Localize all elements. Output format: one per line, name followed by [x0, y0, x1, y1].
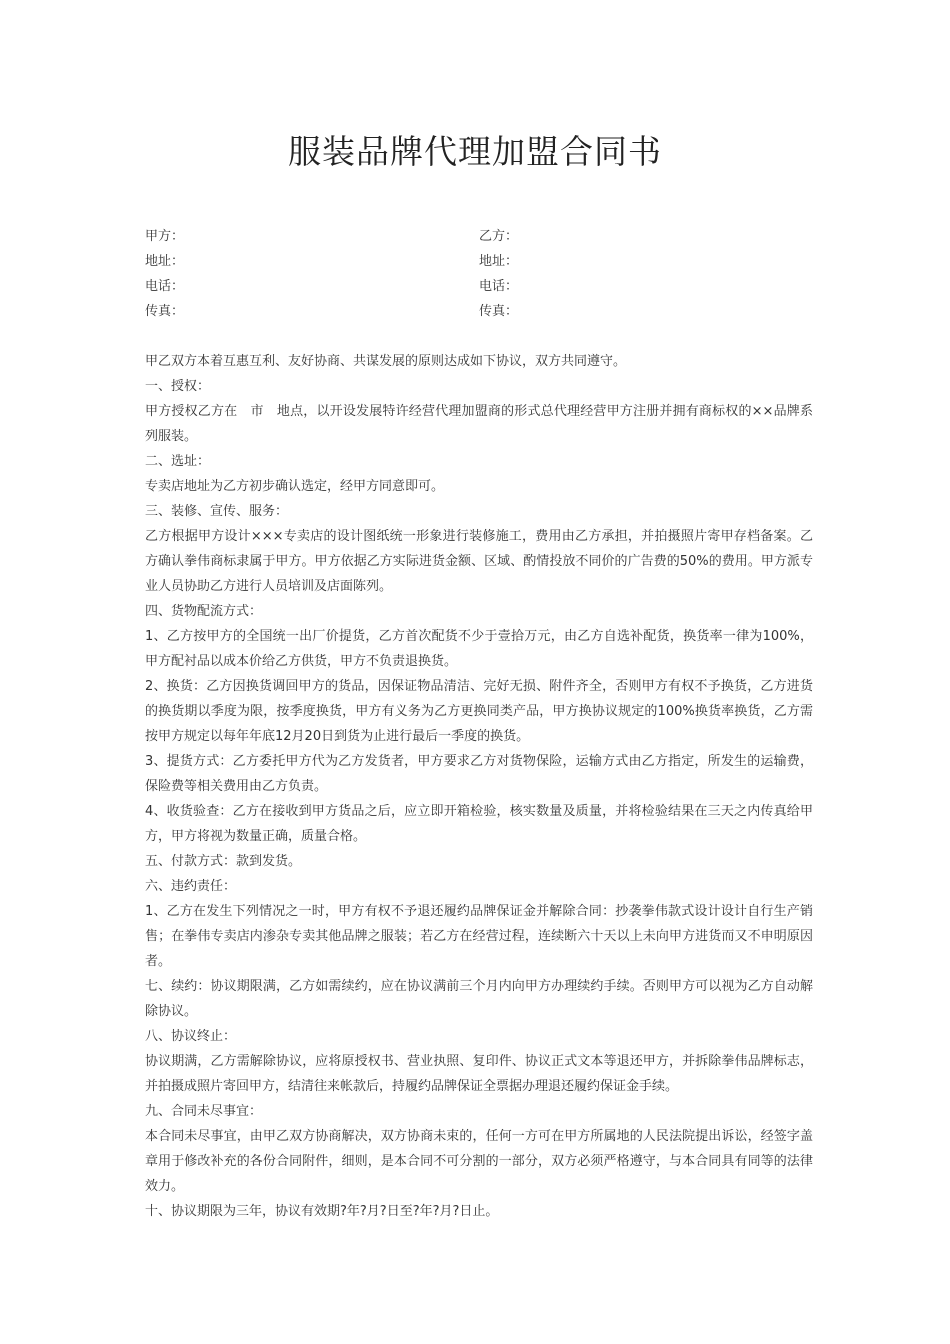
party-row-address	[145, 249, 815, 274]
paragraph-decoration: 乙方根据甲方设计×××专卖店的设计图纸统一形象进行装修施工，费用由乙方承担，并拍摄照片寄甲存档备案。乙方确认拳伟商标隶属于甲方。甲方依据乙方实际进货金额、区域、酌情投放不同价的广告费的50%的费用。甲方派专业人员协助乙方进行人员培训及店面陈列。	[145, 529, 813, 594]
heading-site-selection: 二、选址：	[145, 454, 211, 469]
party-a-name-label: 甲方：	[145, 229, 185, 244]
paragraph-intro: 甲乙双方本着互惠互利、友好协商、共谋发展的原则达成如下协议，双方共同遵守。	[145, 354, 627, 369]
paragraph-authorization: 甲方授权乙方在 市 地点，以开设发展特许经营代理加盟商的形式总代理经营甲方注册并拥有商标权的××品牌系列服装。	[145, 404, 813, 444]
paragraph-termination: 协议期满，乙方需解除协议，应将原授权书、营业执照、复印件、协议正式文本等退还甲方，并拆除拳伟品牌标志，并拍摄成照片寄回甲方，结清往来帐款后，持履约品牌保证全票据办理退还履约保证金手续。	[145, 1054, 813, 1094]
document-title: 服装品牌代理加盟合同书	[288, 132, 662, 171]
party-row-name	[145, 224, 815, 249]
heading-liability: 六、违约责任：	[145, 879, 237, 894]
party-row-fax	[145, 299, 815, 324]
party-row-phone	[145, 274, 815, 299]
paragraph-other-matters: 本合同未尽事宜，由甲乙双方协商解决，双方协商未束的，任何一方可在甲方所属地的人民法院提出诉讼，经签字盖章用于修改补充的各份合同附件，细则，是本合同不可分割的一部分，双方必须严格遵守，与本合同具有同等的法律效力。	[145, 1129, 813, 1194]
heading-other-matters: 九、合同未尽事宜：	[145, 1104, 263, 1119]
paragraph-distribution-1: 1、乙方按甲方的全国统一出厂价提货，乙方首次配货不少于壹拾万元，由乙方自选补配货，换货率一律为100%，甲方配衬品以成本价给乙方供货，甲方不负责退换货。	[145, 629, 813, 669]
party-b-fax-label: 传真：	[479, 304, 519, 319]
paragraph-term: 十、协议期限为三年，协议有效期?年?月?日至?年?月?日止。	[145, 1204, 499, 1219]
party-b-phone-label: 电话：	[479, 279, 519, 294]
paragraph-distribution-4: 4、收货验查：乙方在接收到甲方货品之后，应立即开箱检验，核实数量及质量，并将检验结果在三天之内传真给甲方，甲方将视为数量正确，质量合格。	[145, 804, 813, 844]
heading-distribution: 四、货物配流方式：	[145, 604, 263, 619]
contract-body	[145, 349, 813, 1224]
paragraph-site-selection: 专卖店地址为乙方初步确认选定，经甲方同意即可。	[145, 479, 445, 494]
paragraph-renewal: 七、续约：协议期限满，乙方如需续约，应在协议满前三个月内向甲方办理续约手续。否则甲方可以视为乙方自动解除协议。	[145, 979, 813, 1019]
heading-termination: 八、协议终止：	[145, 1029, 237, 1044]
parties-block	[145, 224, 815, 324]
paragraph-liability-1: 1、乙方在发生下列情况之一时，甲方有权不予退还履约品牌保证金并解除合同：抄袭拳伟款式设计设计自行生产销售；在拳伟专卖店内渗杂专卖其他品牌之服装；若乙方在经营过程，连续断六十天以上未向甲方进货而又不申明原因者。	[145, 904, 813, 969]
heading-payment: 五、付款方式：款到发货。	[145, 854, 302, 869]
paragraph-distribution-3: 3、提货方式：乙方委托甲方代为乙方发货者，甲方要求乙方对货物保险，运输方式由乙方指定，所发生的运输费，保险费等相关费用由乙方负责。	[145, 754, 813, 794]
party-a-address-label: 地址：	[145, 254, 185, 269]
party-a-phone-label: 电话：	[145, 279, 185, 294]
heading-authorization: 一、授权：	[145, 379, 211, 394]
paragraph-distribution-2: 2、换货：乙方因换货调回甲方的货品，因保证物品清洁、完好无损、附件齐全，否则甲方有权不予换货，乙方进货的换货期以季度为限，按季度换货，甲方有义务为乙方更换同类产品，甲方换协议规定的100%换货率换货，乙方需按甲方规定以每年年底12月20日到货为止进行最后一季度的换货。	[145, 679, 813, 744]
party-b-address-label: 地址：	[479, 254, 519, 269]
heading-decoration: 三、装修、宣传、服务：	[145, 504, 289, 519]
party-b-name-label: 乙方：	[479, 229, 519, 244]
party-a-fax-label: 传真：	[145, 304, 185, 319]
